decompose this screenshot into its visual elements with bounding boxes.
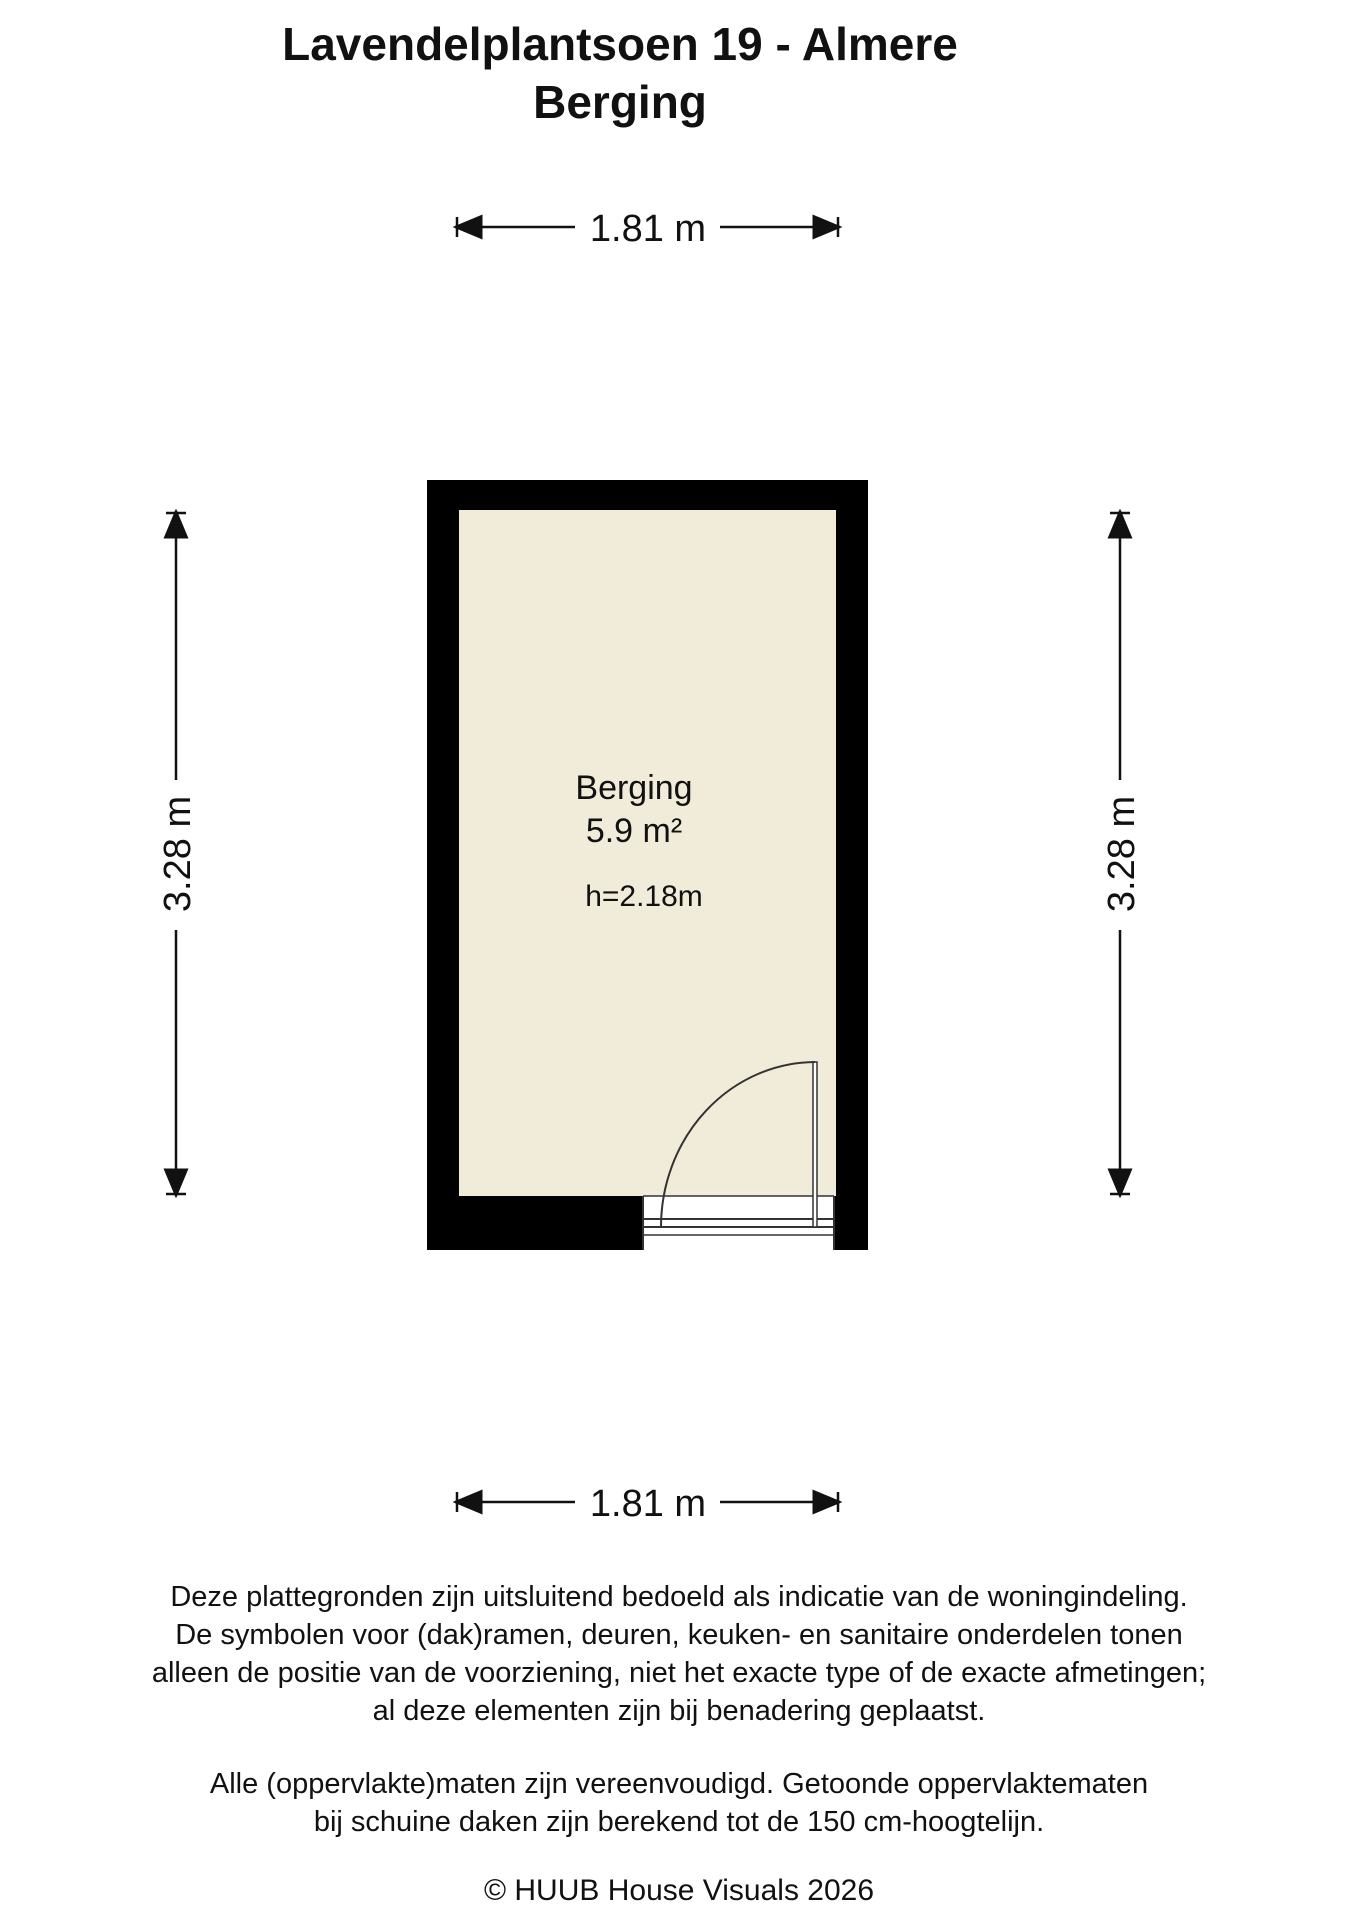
bottom-width-dimension — [455, 1483, 840, 1525]
top-width-label: 1.81 m — [589, 208, 707, 250]
left-height-dimension — [157, 511, 199, 1196]
disclaimer-line: bij schuine daken zijn berekend tot de 150 cm-hoogtelijn. — [313, 1806, 1045, 1838]
copyright-notice: © HUUB House Visuals 2026 — [483, 1874, 875, 1907]
disclaimer-line: Deze plattegronden zijn uitsluitend bedoeld als indicatie van de woningindeling. — [170, 1581, 1188, 1613]
bottom-width-label: 1.81 m — [589, 1483, 707, 1525]
page-subtitle: Berging — [533, 76, 707, 128]
room-name-label: Berging — [575, 769, 693, 807]
page-title: Lavendelplantsoen 19 - Almere — [282, 18, 958, 70]
disclaimer-line: al deze elementen zijn bij benadering geplaatst. — [372, 1695, 986, 1727]
right-height-dimension — [1101, 511, 1143, 1196]
top-width-dimension — [455, 208, 840, 250]
right-height-label: 3.28 m — [1101, 795, 1143, 913]
left-height-label: 3.28 m — [157, 795, 199, 913]
disclaimer-paragraph-2 — [0, 1765, 1358, 1841]
disclaimer-line: De symbolen voor (dak)ramen, deuren, keuken- en sanitaire onderdelen tonen — [175, 1619, 1183, 1651]
room-height-label: h=2.18m — [585, 880, 703, 913]
disclaimer-line: alleen de positie van de voorziening, niet het exacte type of de exacte afmetingen; — [151, 1657, 1207, 1689]
disclaimer-line: Alle (oppervlakte)maten zijn vereenvoudigd. Getoonde oppervlaktematen — [209, 1768, 1149, 1800]
room-area-label: 5.9 m² — [585, 812, 683, 850]
disclaimer-paragraph-1 — [0, 1578, 1358, 1730]
room-floor — [459, 510, 836, 1196]
